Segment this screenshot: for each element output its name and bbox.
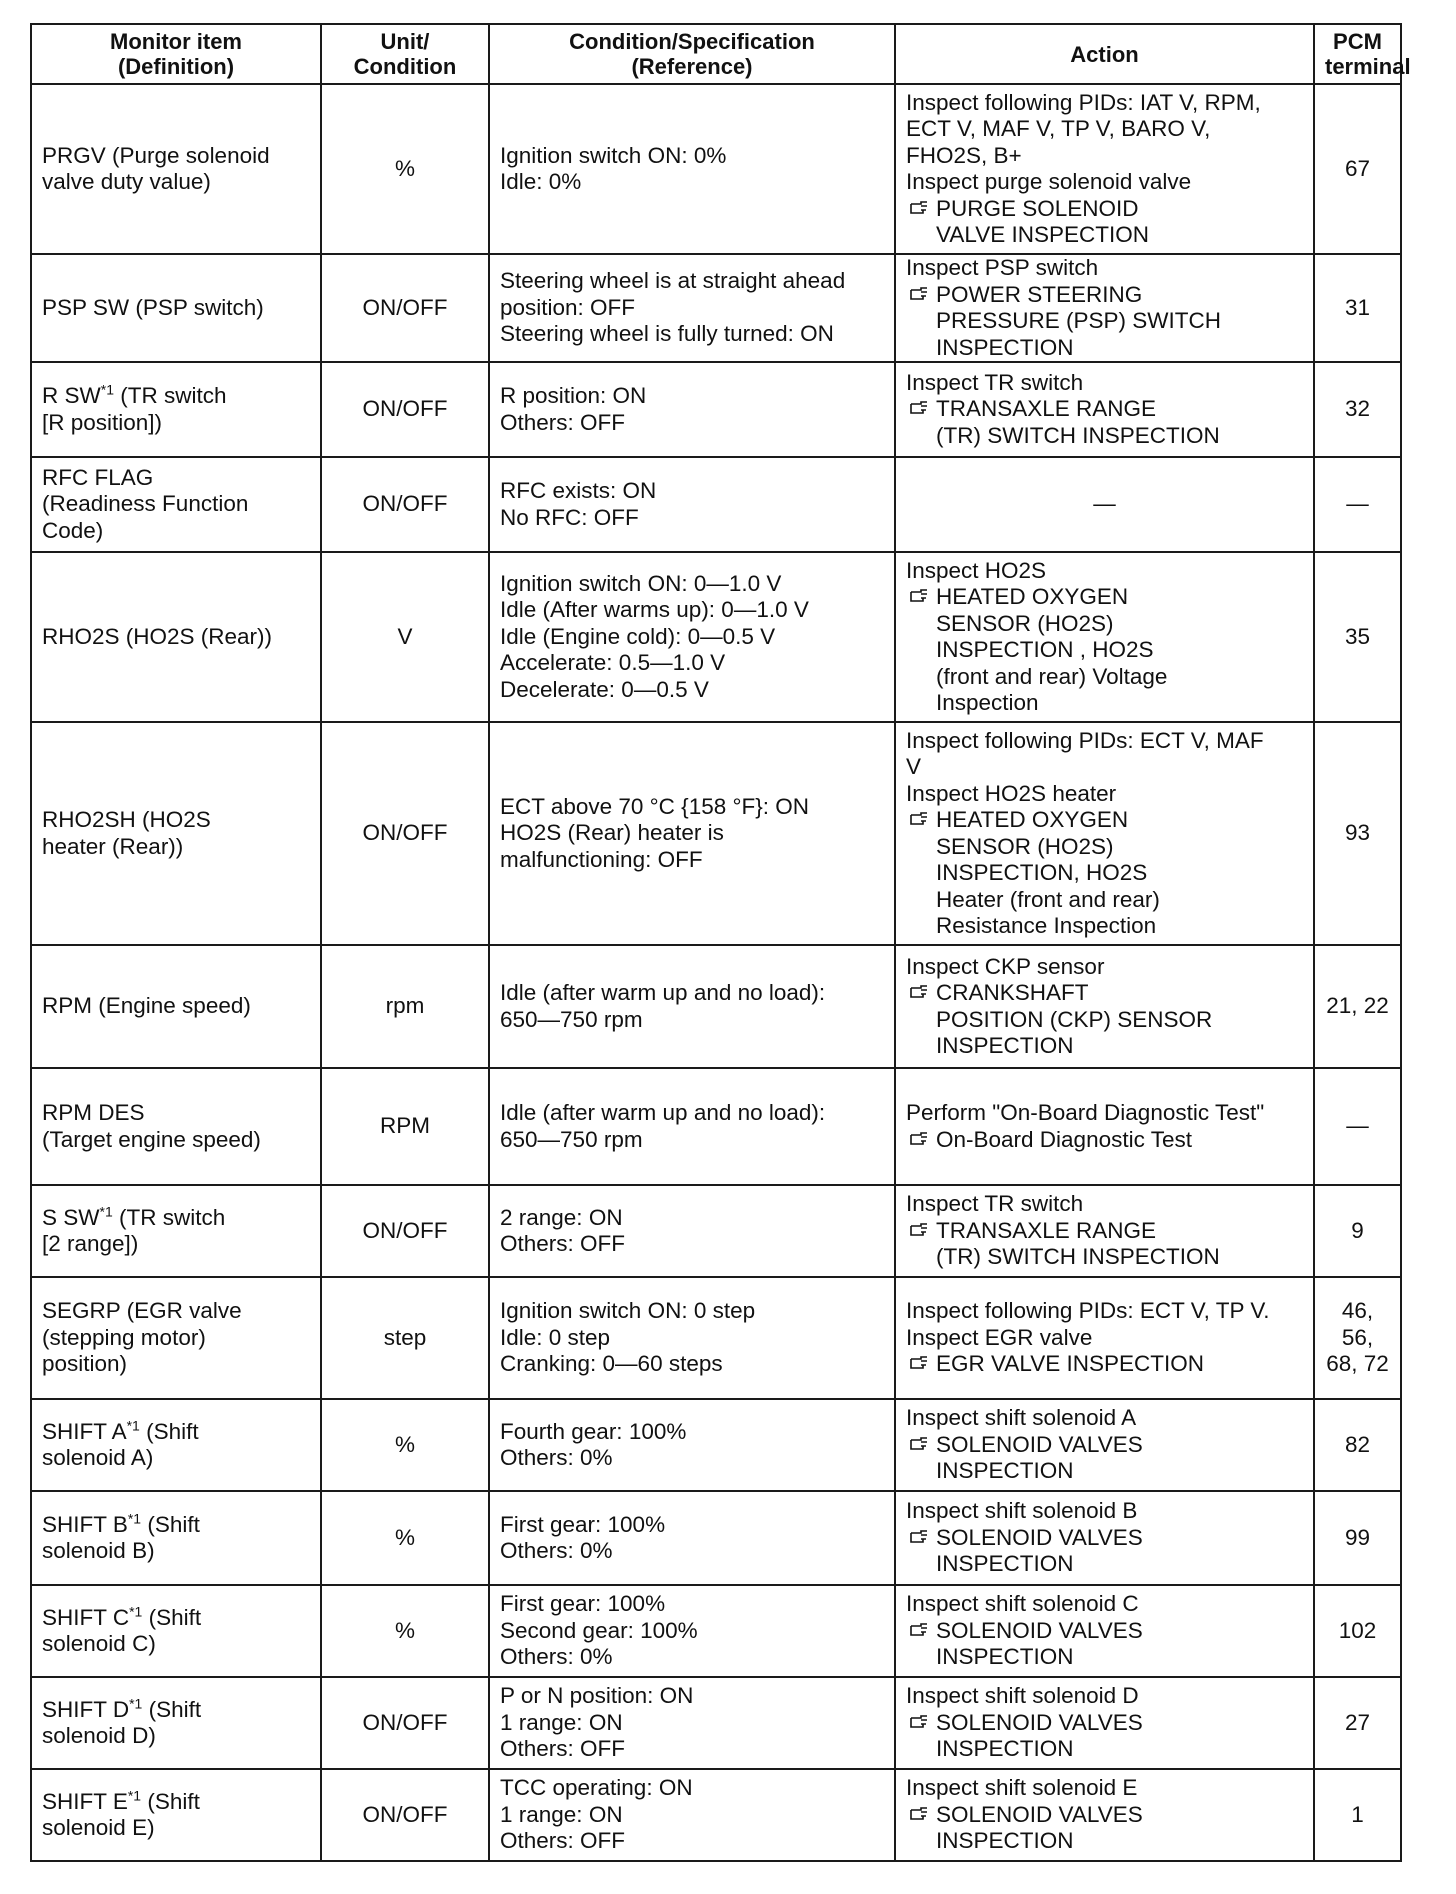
cell-action bbox=[895, 457, 1314, 552]
reference-link[interactable] bbox=[906, 196, 1303, 249]
reference-pointer-icon bbox=[910, 1356, 928, 1370]
reference-link[interactable] bbox=[906, 1351, 1303, 1378]
cell-monitor-item bbox=[31, 1399, 321, 1491]
monitor-item-text: SHIFT $B^{*1}$ (Shift solenoid B) bbox=[42, 1510, 200, 1563]
reference-pointer-icon bbox=[910, 1530, 928, 1544]
cell-condition-spec bbox=[489, 722, 895, 945]
cell-monitor-item bbox=[31, 1277, 321, 1399]
monitor-item-text: SHIFT $E^{*1}$ (Shift solenoid E) bbox=[42, 1787, 200, 1840]
pcm-terminal-text: 102 bbox=[1338, 1617, 1377, 1643]
monitor-item-text: SHIFT $A^{*1}$ (Shift solenoid A) bbox=[42, 1417, 199, 1470]
unit-text: ON/OFF bbox=[362, 396, 448, 422]
condition-text: P or N position: ON 1 range: ON Others: OFF bbox=[500, 1683, 694, 1762]
pcm-terminal-text: — bbox=[1346, 1113, 1369, 1139]
reference-text: EGR VALVE INSPECTION bbox=[936, 1351, 1204, 1377]
condition-text: 2 range: ON Others: OFF bbox=[500, 1204, 626, 1256]
cell-monitor-item bbox=[31, 722, 321, 945]
reference-pointer-icon bbox=[910, 1223, 928, 1237]
cell-unit-condition bbox=[321, 1068, 489, 1185]
cell-pcm-terminal bbox=[1314, 1185, 1401, 1277]
cell-condition-spec bbox=[489, 1068, 895, 1185]
cell-action bbox=[895, 1068, 1314, 1185]
cell-action bbox=[895, 1491, 1314, 1585]
pcm-terminal-text: 35 bbox=[1344, 623, 1371, 649]
unit-text: ON/OFF bbox=[362, 1217, 448, 1243]
reference-pointer-icon bbox=[910, 401, 928, 415]
reference-link[interactable] bbox=[906, 1127, 1303, 1154]
header-row bbox=[31, 24, 1401, 84]
table-row bbox=[31, 1677, 1401, 1769]
cell-pcm-terminal bbox=[1314, 1585, 1401, 1677]
pcm-terminal-text: 82 bbox=[1344, 1431, 1371, 1457]
unit-text: ON/OFF bbox=[362, 294, 448, 320]
cell-pcm-terminal bbox=[1314, 945, 1401, 1068]
reference-link[interactable] bbox=[906, 584, 1303, 717]
cell-unit-condition bbox=[321, 1491, 489, 1585]
cell-unit-condition bbox=[321, 1769, 489, 1861]
action-text: Inspect CKP sensor bbox=[906, 953, 1105, 979]
monitor-item-text: R SW$^{*1}$ (TR switch [R position]) bbox=[42, 381, 227, 435]
table-row bbox=[31, 457, 1401, 552]
action-text: Inspect shift solenoid B bbox=[906, 1498, 1138, 1524]
cell-condition-spec bbox=[489, 362, 895, 457]
action-text: Inspect following PIDs: IAT V, RPM, ECT V, MAF V, TP V, BARO V, FHO2S, B+ Inspect purge solenoid valve bbox=[906, 89, 1261, 194]
footnote-marker: *1 bbox=[127, 1510, 142, 1526]
condition-text: First gear: 100% Others: 0% bbox=[500, 1511, 666, 1563]
cell-monitor-item bbox=[31, 1185, 321, 1277]
table-row bbox=[31, 254, 1401, 362]
pcm-terminal-text: 32 bbox=[1344, 396, 1371, 422]
pcm-terminal-text: 67 bbox=[1344, 155, 1371, 181]
cell-condition-spec bbox=[489, 1769, 895, 1861]
monitor-item-text: RHO2SH (HO2S heater (Rear)) bbox=[42, 807, 211, 859]
cell-condition-spec bbox=[489, 1677, 895, 1769]
cell-pcm-terminal bbox=[1314, 1677, 1401, 1769]
condition-text: Idle (after warm up and no load): 650—750 rpm bbox=[500, 1100, 826, 1152]
cell-unit-condition bbox=[321, 254, 489, 362]
cell-unit-condition bbox=[321, 362, 489, 457]
cell-condition-spec bbox=[489, 84, 895, 254]
pcm-terminal-text: 9 bbox=[1351, 1217, 1364, 1243]
reference-pointer-icon bbox=[910, 589, 928, 603]
condition-text: Ignition switch ON: 0% Idle: 0% bbox=[500, 142, 727, 194]
reference-link[interactable] bbox=[906, 1710, 1303, 1763]
reference-pointer-icon bbox=[910, 1132, 928, 1146]
action-text: Inspect PSP switch bbox=[906, 255, 1099, 280]
cell-pcm-terminal bbox=[1314, 1399, 1401, 1491]
table-row bbox=[31, 1068, 1401, 1185]
reference-link[interactable] bbox=[906, 807, 1303, 940]
footnote-marker: *1 bbox=[126, 1417, 140, 1433]
reference-link[interactable] bbox=[906, 980, 1303, 1060]
cell-action bbox=[895, 254, 1314, 362]
monitor-item-text: RHO2S (HO2S (Rear)) bbox=[42, 623, 273, 649]
table-row bbox=[31, 84, 1401, 254]
table-row bbox=[31, 1277, 1401, 1399]
reference-link[interactable] bbox=[906, 1525, 1303, 1578]
action-text: — bbox=[1093, 491, 1116, 517]
monitor-item-text: RPM (Engine speed) bbox=[42, 993, 251, 1019]
cell-condition-spec bbox=[489, 552, 895, 722]
cell-monitor-item bbox=[31, 254, 321, 362]
condition-text: Steering wheel is at straight ahead position: OFF Steering wheel is fully turned: ON bbox=[500, 268, 846, 347]
pcm-terminal-text: 99 bbox=[1344, 1524, 1371, 1550]
reference-pointer-icon bbox=[910, 1623, 928, 1637]
reference-text: PURGE SOLENOID VALVE INSPECTION bbox=[936, 195, 1149, 247]
reference-pointer-icon bbox=[910, 287, 928, 301]
cell-unit-condition bbox=[321, 945, 489, 1068]
cell-unit-condition bbox=[321, 457, 489, 552]
cell-unit-condition bbox=[321, 1277, 489, 1399]
cell-action bbox=[895, 362, 1314, 457]
reference-text: SOLENOID VALVES INSPECTION bbox=[936, 1524, 1143, 1577]
table-row bbox=[31, 945, 1401, 1068]
cell-pcm-terminal bbox=[1314, 362, 1401, 457]
action-text: Inspect HO2S bbox=[906, 557, 1047, 583]
cell-pcm-terminal bbox=[1314, 254, 1401, 362]
cell-condition-spec bbox=[489, 457, 895, 552]
monitor-item-text: RPM DES (Target engine speed) bbox=[42, 1100, 261, 1152]
cell-action bbox=[895, 1677, 1314, 1769]
monitor-item-text: PSP SW (PSP switch) bbox=[42, 294, 264, 320]
reference-text: TRANSAXLE RANGE (TR) SWITCH INSPECTION bbox=[936, 396, 1220, 448]
header-action: Action bbox=[895, 24, 1314, 84]
cell-monitor-item bbox=[31, 1491, 321, 1585]
monitor-item-text: SHIFT $D^{*1}$ (Shift solenoid D) bbox=[42, 1695, 202, 1748]
action-text: Inspect shift solenoid C bbox=[906, 1591, 1139, 1617]
reference-text: TRANSAXLE RANGE (TR) SWITCH INSPECTION bbox=[936, 1217, 1220, 1270]
cell-unit-condition bbox=[321, 1585, 489, 1677]
cell-monitor-item bbox=[31, 1068, 321, 1185]
cell-pcm-terminal bbox=[1314, 84, 1401, 254]
condition-text: Fourth gear: 100% Others: 0% bbox=[500, 1418, 687, 1470]
action-text: Inspect following PIDs: ECT V, TP V. Inspect EGR valve bbox=[906, 1298, 1270, 1350]
cell-monitor-item bbox=[31, 1769, 321, 1861]
table-row bbox=[31, 722, 1401, 945]
reference-pointer-icon bbox=[910, 985, 928, 999]
unit-text: % bbox=[394, 155, 415, 181]
unit-text: ON/OFF bbox=[362, 491, 448, 517]
pcm-terminal-text: 93 bbox=[1344, 820, 1371, 846]
reference-text: On-Board Diagnostic Test bbox=[936, 1126, 1192, 1152]
cell-action bbox=[895, 1769, 1314, 1861]
cell-unit-condition bbox=[321, 84, 489, 254]
cell-unit-condition bbox=[321, 1399, 489, 1491]
footnote-marker: *1 bbox=[129, 1695, 143, 1711]
footnote-marker: *1 bbox=[100, 381, 114, 398]
reference-pointer-icon bbox=[910, 1807, 928, 1821]
header-unit-condition: Unit/ Condition bbox=[321, 24, 489, 84]
reference-link[interactable] bbox=[906, 282, 1303, 362]
reference-text: POWER STEERING PRESSURE (PSP) SWITCH INSPECTION bbox=[936, 281, 1222, 360]
cell-condition-spec bbox=[489, 945, 895, 1068]
reference-text: SOLENOID VALVES INSPECTION bbox=[936, 1709, 1143, 1762]
cell-action bbox=[895, 1399, 1314, 1491]
cell-condition-spec bbox=[489, 1185, 895, 1277]
cell-condition-spec bbox=[489, 1585, 895, 1677]
pcm-terminal-text: 46, 56, 68, 72 bbox=[1326, 1298, 1389, 1377]
monitor-item-text: PRGV (Purge solenoid valve duty value) bbox=[42, 142, 270, 194]
unit-text: RPM bbox=[380, 1113, 430, 1139]
table-row bbox=[31, 1491, 1401, 1585]
unit-text: V bbox=[397, 623, 413, 649]
reference-link[interactable] bbox=[906, 1432, 1303, 1485]
monitor-item-text: SEGRP (EGR valve (stepping motor) position) bbox=[42, 1298, 242, 1377]
unit-text: ON/OFF bbox=[362, 820, 448, 846]
pid-monitor-table bbox=[30, 23, 1411, 1862]
reference-link[interactable] bbox=[906, 396, 1303, 449]
cell-monitor-item bbox=[31, 457, 321, 552]
cell-pcm-terminal bbox=[1314, 1277, 1401, 1399]
pcm-terminal-text: — bbox=[1346, 491, 1369, 517]
cell-unit-condition bbox=[321, 1185, 489, 1277]
reference-text: SOLENOID VALVES INSPECTION bbox=[936, 1431, 1143, 1484]
condition-text: Ignition switch ON: 0—1.0 V Idle (After warms up): 0—1.0 V Idle (Engine cold): 0—0.5 V Accelerate: 0.5—1.0 V Decelerate: 0—0.5 V bbox=[500, 570, 809, 702]
reference-text: SOLENOID VALVES INSPECTION bbox=[936, 1617, 1143, 1670]
cell-pcm-terminal bbox=[1314, 1068, 1401, 1185]
unit-text: % bbox=[394, 1617, 415, 1643]
cell-unit-condition bbox=[321, 722, 489, 945]
table-row bbox=[31, 552, 1401, 722]
cell-pcm-terminal bbox=[1314, 457, 1401, 552]
reference-pointer-icon bbox=[910, 201, 928, 215]
pcm-terminal-text: 21, 22 bbox=[1326, 993, 1389, 1019]
cell-pcm-terminal bbox=[1314, 1769, 1401, 1861]
table-row bbox=[31, 1769, 1401, 1861]
reference-text: HEATED OXYGEN SENSOR (HO2S) INSPECTION, HO2S Heater (front and rear) Resistance Inspection bbox=[936, 807, 1160, 938]
reference-link[interactable] bbox=[906, 1218, 1303, 1271]
reference-link[interactable] bbox=[906, 1618, 1303, 1671]
reference-text: CRANKSHAFT POSITION (CKP) SENSOR INSPECTION bbox=[936, 980, 1213, 1058]
cell-monitor-item bbox=[31, 1585, 321, 1677]
cell-monitor-item bbox=[31, 84, 321, 254]
condition-text: R position: ON Others: OFF bbox=[500, 383, 647, 435]
condition-text: TCC operating: ON 1 range: ON Others: OFF bbox=[500, 1775, 693, 1854]
cell-monitor-item bbox=[31, 945, 321, 1068]
condition-text: Idle (after warm up and no load): 650—750 rpm bbox=[500, 980, 826, 1032]
cell-action bbox=[895, 945, 1314, 1068]
pcm-terminal-text: 1 bbox=[1351, 1801, 1364, 1827]
table-row bbox=[31, 1585, 1401, 1677]
cell-action bbox=[895, 1585, 1314, 1677]
action-text: Inspect following PIDs: ECT V, MAF V Inspect HO2S heater bbox=[906, 727, 1264, 806]
condition-text: First gear: 100% Second gear: 100% Others: 0% bbox=[500, 1591, 698, 1670]
unit-text: % bbox=[394, 1524, 415, 1550]
unit-text: ON/OFF bbox=[362, 1801, 448, 1827]
monitor-item-text: S SW$^{*1}$ (TR switch [2 range]) bbox=[42, 1203, 226, 1256]
footnote-marker: *1 bbox=[129, 1603, 143, 1619]
monitor-item-text: RFC FLAG (Readiness Function Code) bbox=[42, 464, 249, 543]
cell-unit-condition bbox=[321, 552, 489, 722]
cell-condition-spec bbox=[489, 1491, 895, 1585]
cell-condition-spec bbox=[489, 1399, 895, 1491]
action-text: Inspect shift solenoid A bbox=[906, 1405, 1137, 1431]
action-text: Inspect shift solenoid D bbox=[906, 1683, 1139, 1709]
unit-text: ON/OFF bbox=[362, 1709, 448, 1735]
table-row bbox=[31, 362, 1401, 457]
action-text: Inspect shift solenoid E bbox=[906, 1775, 1138, 1801]
unit-text: % bbox=[394, 1431, 415, 1457]
cell-unit-condition bbox=[321, 1677, 489, 1769]
cell-condition-spec bbox=[489, 254, 895, 362]
cell-condition-spec bbox=[489, 1277, 895, 1399]
table-row bbox=[31, 1399, 1401, 1491]
cell-action bbox=[895, 84, 1314, 254]
header-monitor-item: Monitor item (Definition) bbox=[31, 24, 321, 84]
cell-action bbox=[895, 1185, 1314, 1277]
cell-monitor-item bbox=[31, 362, 321, 457]
header-condition-spec: Condition/Specification (Reference) bbox=[489, 24, 895, 84]
reference-link[interactable] bbox=[906, 1802, 1303, 1855]
footnote-marker: *1 bbox=[127, 1787, 142, 1803]
action-text: Inspect TR switch bbox=[906, 1191, 1084, 1217]
cell-monitor-item bbox=[31, 552, 321, 722]
footnote-marker: *1 bbox=[99, 1203, 113, 1219]
action-text: Perform "On-Board Diagnostic Test" bbox=[906, 1100, 1265, 1125]
cell-pcm-terminal bbox=[1314, 552, 1401, 722]
unit-text: step bbox=[383, 1324, 427, 1350]
pcm-terminal-text: 31 bbox=[1344, 294, 1371, 320]
cell-pcm-terminal bbox=[1314, 722, 1401, 945]
header-pcm-terminal: PCM terminal bbox=[1314, 24, 1401, 84]
cell-action bbox=[895, 1277, 1314, 1399]
monitor-item-text: SHIFT $C^{*1}$ (Shift solenoid C) bbox=[42, 1603, 202, 1656]
reference-text: HEATED OXYGEN SENSOR (HO2S) INSPECTION , HO2S (front and rear) Voltage Inspection bbox=[936, 584, 1168, 715]
unit-text: rpm bbox=[385, 993, 425, 1019]
condition-text: RFC exists: ON No RFC: OFF bbox=[500, 478, 657, 530]
condition-text: ECT above 70 °C {158 °F}: ON HO2S (Rear) heater is malfunctioning: OFF bbox=[500, 793, 809, 872]
table-body bbox=[31, 84, 1401, 1861]
spec-sheet bbox=[30, 23, 1411, 1862]
reference-pointer-icon bbox=[910, 1437, 928, 1451]
condition-text: Ignition switch ON: 0 step Idle: 0 step Cranking: 0—60 steps bbox=[500, 1298, 756, 1377]
cell-monitor-item bbox=[31, 1677, 321, 1769]
reference-text: SOLENOID VALVES INSPECTION bbox=[936, 1801, 1143, 1854]
table-row bbox=[31, 1185, 1401, 1277]
reference-pointer-icon bbox=[910, 812, 928, 826]
action-text: Inspect TR switch bbox=[906, 369, 1084, 395]
pcm-terminal-text: 27 bbox=[1344, 1709, 1371, 1735]
reference-pointer-icon bbox=[910, 1715, 928, 1729]
cell-action bbox=[895, 552, 1314, 722]
cell-pcm-terminal bbox=[1314, 1491, 1401, 1585]
cell-action bbox=[895, 722, 1314, 945]
